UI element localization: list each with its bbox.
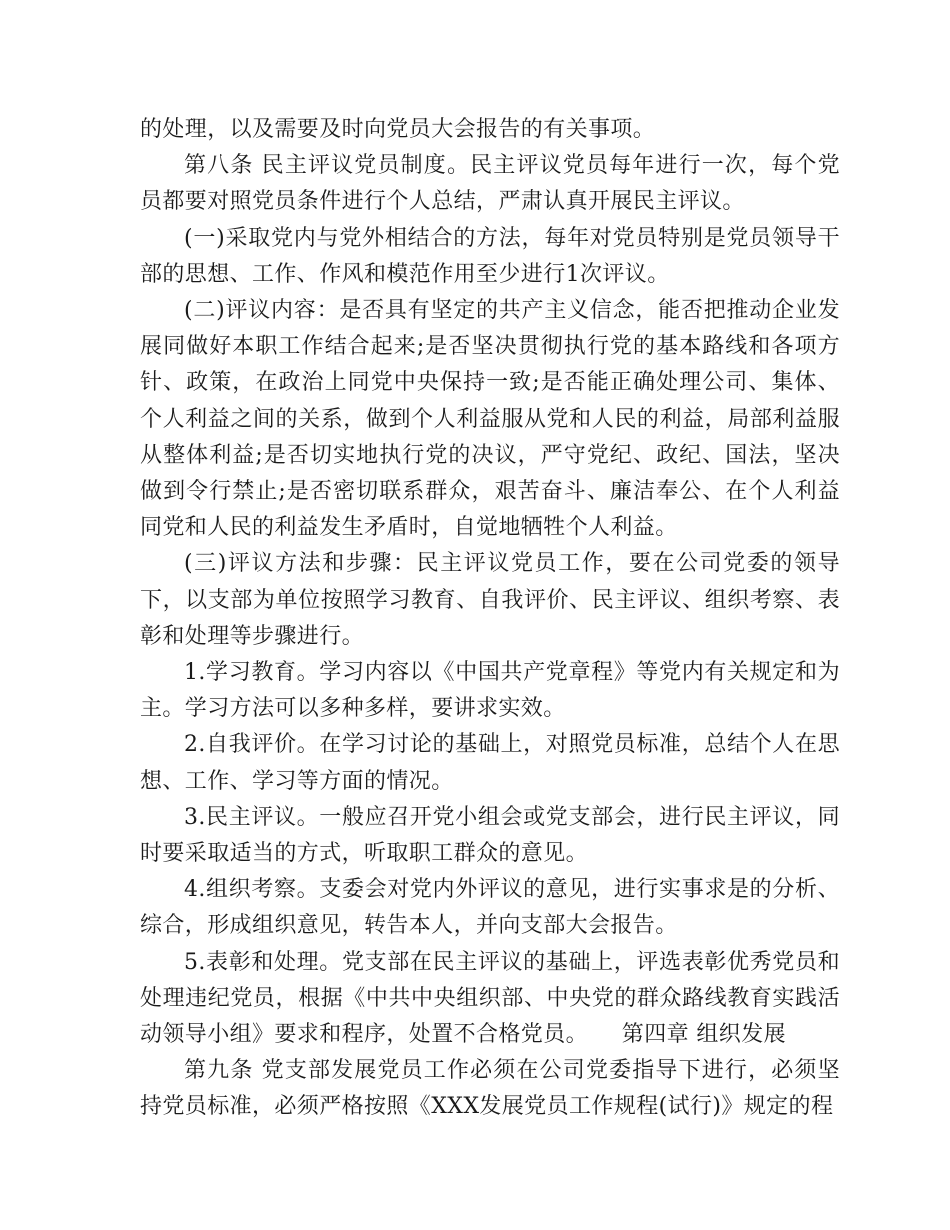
document-body [140, 112, 840, 1126]
paragraph-step-4: 4.组织考察。支委会对党内外评议的意见，进行实事求是的分析、综合，形成组织意见，转告本人，并向支部大会报告。 [140, 877, 840, 939]
paragraph-item-1: (一)采取党内与党外相结合的方法，每年对党员特别是党员领导干部的思想、工作、作风和模范作用至少进行1次评议。 [140, 225, 840, 287]
paragraph-step-5: 5.表彰和处理。党支部在民主评议的基础上，评选表彰优秀党员和处理违纪党员，根据《中共中央组织部、中央党的群众路线教育实践活动领导小组》要求和程序，处置不合格党员。 第四章 组织发展 [140, 949, 840, 1048]
paragraph-step-3: 3.民主评议。一般应召开党小组会或党支部会，进行民主评议，同时要采取适当的方式，听取职工群众的意见。 [140, 804, 840, 867]
paragraph-item-2: (二)评议内容：是否具有坚定的共产主义信念，能否把推动企业发展同做好本职工作结合起来;是否坚决贯彻执行党的基本路线和各项方针、政策，在政治上同党中央保持一致;是否能正确处理公司、集体、个人利益之间的关系，做到个人利益服从党和人民的利益，局部利益服从整体利益;是否切实地执行党的决议，严守党纪、政纪、国法，坚决做到令行禁止;是否密切联系群众，艰苦奋斗、廉洁奉公、在个人利益同党和人民的利益发生矛盾时，自觉地牺牲个人利益。 [140, 298, 840, 541]
paragraph-article-9: 第九条 党支部发展党员工作必须在公司党委指导下进行，必须坚持党员标准，必须严格按照《XXX发展党员工作规程(试行)》规定的程 [140, 1058, 840, 1120]
paragraph-article-8: 第八条 民主评议党员制度。民主评议党员每年进行一次，每个党员都要对照党员条件进行个人总结，严肃认真开展民主评议。 [140, 153, 840, 215]
paragraph-item-3: (三)评议方法和步骤：民主评议党员工作，要在公司党委的领导下，以支部为单位按照学习教育、自我评价、民主评议、组织考察、表彰和处理等步骤进行。 [140, 551, 840, 649]
paragraph-continuation: 的处理，以及需要及时向党员大会报告的有关事项。 [140, 117, 656, 142]
paragraph-step-1: 1.学习教育。学习内容以《中国共产党章程》等党内有关规定和为主。学习方法可以多种多样，要讲求实效。 [140, 660, 840, 722]
paragraph-step-2: 2.自我评价。在学习讨论的基础上，对照党员标准，总结个人在思想、工作、学习等方面的情况。 [140, 732, 840, 794]
